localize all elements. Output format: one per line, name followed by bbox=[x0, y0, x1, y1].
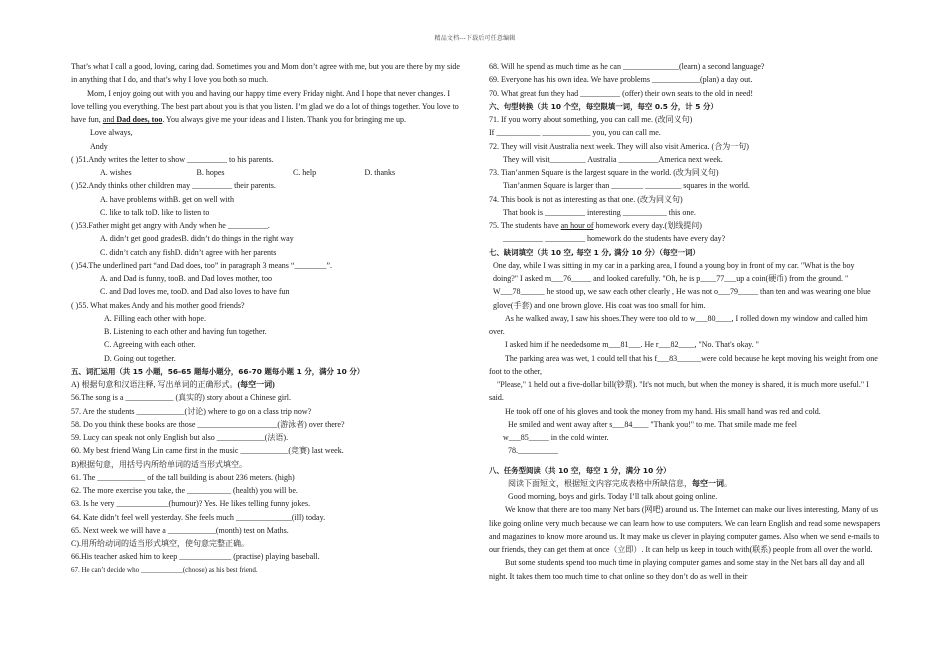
question-52-options-ab: A. have problems withB. get on well with bbox=[100, 194, 234, 204]
letter-signature: Andy bbox=[90, 141, 108, 151]
question-54-options-cd: C. and Dad loves me, tooD. and Dad also loves to have fun bbox=[100, 287, 290, 297]
cloze-paragraph-2: As he walked away, I saw his shoes.They were too old to w___80____, I rolled down my window and called him over. bbox=[489, 313, 868, 336]
question-56: 56.The song is a ____________ (真实的) story about a Chinese girl. bbox=[71, 393, 291, 403]
question-66: 66.His teacher asked him to keep _____________ (practise) playing baseball. bbox=[71, 552, 320, 562]
question-72: 72. They will visit Australia next week. They will also visit America. (合为一句) bbox=[489, 141, 749, 151]
reading-paragraph-1: Good morning, boys and girls. Today I’ll talk about going online. bbox=[508, 492, 718, 501]
question-69: 69. Everyone has his own idea. We have problems ____________(plan) a day out. bbox=[489, 75, 753, 85]
cloze-paragraph-5: "Please," 1 held out a five-dollar bill(钞票). "It's not much, but when the money is shared, it is much more useful." I said. bbox=[489, 380, 869, 403]
instruction-emphasis: 每空一词 bbox=[692, 478, 724, 488]
section-5-part-c: C).用所给动词的适当形式填空，使句意完整正确。 bbox=[71, 539, 249, 548]
cloze-answer-78: 78.__________ bbox=[508, 446, 558, 456]
section-5-part-b: B)根据句意，用括号内所给单词的适当形式填空。 bbox=[71, 459, 247, 469]
question-63: 63. Is he very _____________(humour)? Yes. He likes telling funny jokes. bbox=[71, 499, 311, 509]
cloze-paragraph-8: w___85_____ in the cold winter. bbox=[503, 433, 609, 442]
passage-paragraph-1: That’s what I call a good, loving, caring dad. Sometimes you and Mom don’t agree with me, but you are there by my side in anything that I do, and that’s why I love you both so much. bbox=[71, 62, 460, 85]
question-55-option-a: A. Filling each other with hope. bbox=[104, 313, 206, 323]
question-75-end: homework every day.(划线提问) bbox=[593, 221, 702, 230]
question-73: 73. Tian’anmen Square is the largest square in the world. (改为同义句) bbox=[489, 168, 719, 177]
section-6-title: 六、句型转换（共 10 个空，每空限填一词，每空 0.5 分，计 5 分） bbox=[489, 101, 718, 111]
question-51-options bbox=[71, 166, 461, 179]
part-a-note: (每空一词) bbox=[237, 380, 275, 389]
question-52: ( )52.Andy thinks other children may __________ their parents. bbox=[71, 181, 276, 191]
question-62: 62. The more exercise you take, the ___________ (health) you will be. bbox=[71, 486, 298, 495]
section-8-title: 八、任务型阅读（共 10 空，每空 1 分，满分 10 分） bbox=[489, 465, 671, 475]
question-65: 65. Next week we will have a ____________(month) test on Maths. bbox=[71, 525, 289, 535]
underlined-and: and bbox=[102, 115, 117, 124]
part-a-instruction: A) 根据句意和汉语注释, 写出单词的正确形式。 bbox=[71, 380, 238, 389]
question-60: 60. My best friend Wang Lin came first in the music ____________(竞赛) last week. bbox=[71, 446, 344, 456]
question-54: ( )54.The underlined part “and Dad does, too” in paragraph 3 means “________”. bbox=[71, 260, 333, 270]
question-53: ( )53.Father might get angry with Andy when he __________. bbox=[71, 221, 270, 230]
cloze-paragraph-7: He smiled and went away after s___84____ "Thank you!" to me. That smile made me feel bbox=[508, 419, 797, 429]
underlined-phrase bbox=[103, 115, 163, 124]
question-74: 74. This book is not as interesting as that one. (改为同义句) bbox=[489, 194, 683, 204]
question-61: 61. The ____________ of the tall building is about 236 meters. (high) bbox=[71, 472, 295, 482]
question-72-answer: They will visit_________ Australia __________America next week. bbox=[503, 154, 723, 164]
cloze-paragraph-3: I asked him if he neededsome m___81___. He r___82____, "No. That's okay. " bbox=[505, 340, 759, 350]
letter-closing: Love always, bbox=[90, 128, 133, 138]
section-5-part-a bbox=[71, 378, 461, 391]
question-55-option-d: D. Going out together. bbox=[104, 353, 176, 363]
instruction-end: 。 bbox=[724, 478, 732, 488]
question-68: 68. Will he spend as much time as he can ______________(learn) a second language? bbox=[489, 62, 765, 71]
cloze-paragraph-6: He took off one of his gloves and took the money from my hand. His small hand was red and cold. bbox=[505, 406, 821, 416]
question-57: 57. Are the students ____________(讨论) where to go on a class trip now? bbox=[71, 406, 312, 416]
option-a: A. wishes bbox=[100, 168, 132, 177]
passage-paragraph-2 bbox=[71, 87, 461, 127]
question-75-answer: __________ __________ homework do the students have every day? bbox=[503, 234, 726, 244]
question-70: 70. What great fun they had __________ (offer) their own seats to the old in need! bbox=[489, 88, 754, 98]
reading-paragraph-3: But some students spend too much time in playing computer games and some stay in the Net bars all day and all night. It takes them too much time to chat online so they don’t do as well in their bbox=[489, 558, 865, 581]
question-53-options-ab: A. didn’t get good gradesB. didn’t do things in the right way bbox=[100, 234, 294, 244]
passage-paragraph-2-rest: . You always give me your ideas and I listen. Thank you for bringing me up. bbox=[162, 115, 406, 124]
question-64: 64. Kate didn’t feel well yesterday. She feels much ______________(ill) today. bbox=[71, 512, 326, 522]
question-55: ( )55. What makes Andy and his mother good friends? bbox=[71, 300, 245, 310]
question-51: ( )51.Andy writes the letter to show __________ to his parents. bbox=[71, 154, 274, 164]
question-75 bbox=[489, 219, 881, 232]
right-column bbox=[489, 60, 881, 583]
left-column bbox=[71, 60, 461, 577]
section-8-instruction bbox=[489, 477, 881, 490]
question-75-underlined: an hour of bbox=[560, 221, 594, 230]
passage-paragraph-2-text: Mom, I enjoy going out with you and having our happy time every Friday night. And I hope that never changes. I love telling you everything. The best part about you is that you listen. I’m glad we do a lot of things together. You love to have fun, bbox=[71, 88, 459, 124]
question-74-answer: That book is __________ interesting ___________ this one. bbox=[503, 207, 696, 217]
section-5-title: 五、词汇运用（共 15 小题，56-65 题每小题分，66-70 题每小题 1 分，满分 10 分） bbox=[71, 366, 365, 376]
question-52-options-cd: C. like to talk toD. like to listen to bbox=[100, 207, 210, 217]
instruction-text: 阅读下面短文，根据短文内容完成表格中所缺信息， bbox=[508, 478, 692, 488]
page-header: 精品文档---下载后可任意编辑 bbox=[434, 36, 516, 42]
question-54-options-ab: A. and Dad is funny, tooB. and Dad loves mother, too bbox=[100, 274, 273, 283]
cloze-paragraph-4: The parking area was wet, 1 could tell that his f___83______were cold because he kept moving his weight from one foot to the other, bbox=[489, 353, 878, 376]
question-55-option-c: C. Agreeing with each other. bbox=[104, 340, 196, 350]
section-7-title: 七、缺词填空（共 10 空, 每空 1 分, 满分 10 分）（每空一词） bbox=[489, 247, 700, 257]
question-75-start: 75. The students have bbox=[489, 221, 561, 230]
question-73-answer: Tian’anmen Square is larger than ________ _________ squares in the world. bbox=[503, 181, 750, 191]
question-58: 58. Do you think these books are those ____________________(游泳者) over there? bbox=[71, 419, 345, 429]
question-59: 59. Lucy can speak not only English but also ____________(法语). bbox=[71, 433, 289, 442]
question-71: 71. If you worry about something, you can call me. (改同义句) bbox=[489, 115, 693, 124]
question-71-answer: If ___________ ____________ you, you can call me. bbox=[489, 128, 661, 138]
underlined-bold-text: Dad does, too bbox=[116, 115, 163, 124]
option-d: D. thanks bbox=[364, 168, 396, 177]
question-53-options-cd: C. didn’t catch any fishD. didn’t agree with her parents bbox=[100, 247, 277, 257]
question-55-option-b: B. Listening to each other and having fun together. bbox=[104, 327, 267, 336]
option-b: B. hopes bbox=[196, 168, 225, 177]
option-c: C. help bbox=[292, 168, 317, 177]
reading-paragraph-2: We know that there are too many Net bars (网吧) around us. The Internet can make our lives interesting. Many of us like going online very much because we can learn how to use computers. We can learn English and read some newspapers and magazines to know more around us. It may make us clever in playing computer games. Also when we send e-mails to our friends, they can get them at once（立即）. It can help us keep in touch with(联系) people from all over the world. bbox=[489, 505, 881, 554]
cloze-paragraph-1: One day, while I was sitting in my car in a parking area, I found a young boy in front of my car. "What is the boy doing?" I asked m___76_____ and looked carefully. "Oh, he is p____77___up a coin(硬币) from the ground. " W___78______ he stood up, we saw each other clearly , He was not o___79_____ than ten and was wearing one blue glove(手套) and one brown glove. His coat was too small for him. bbox=[493, 260, 871, 310]
question-67: 67. He can’t decide who ____________(choose) as his best friend. bbox=[71, 565, 258, 574]
